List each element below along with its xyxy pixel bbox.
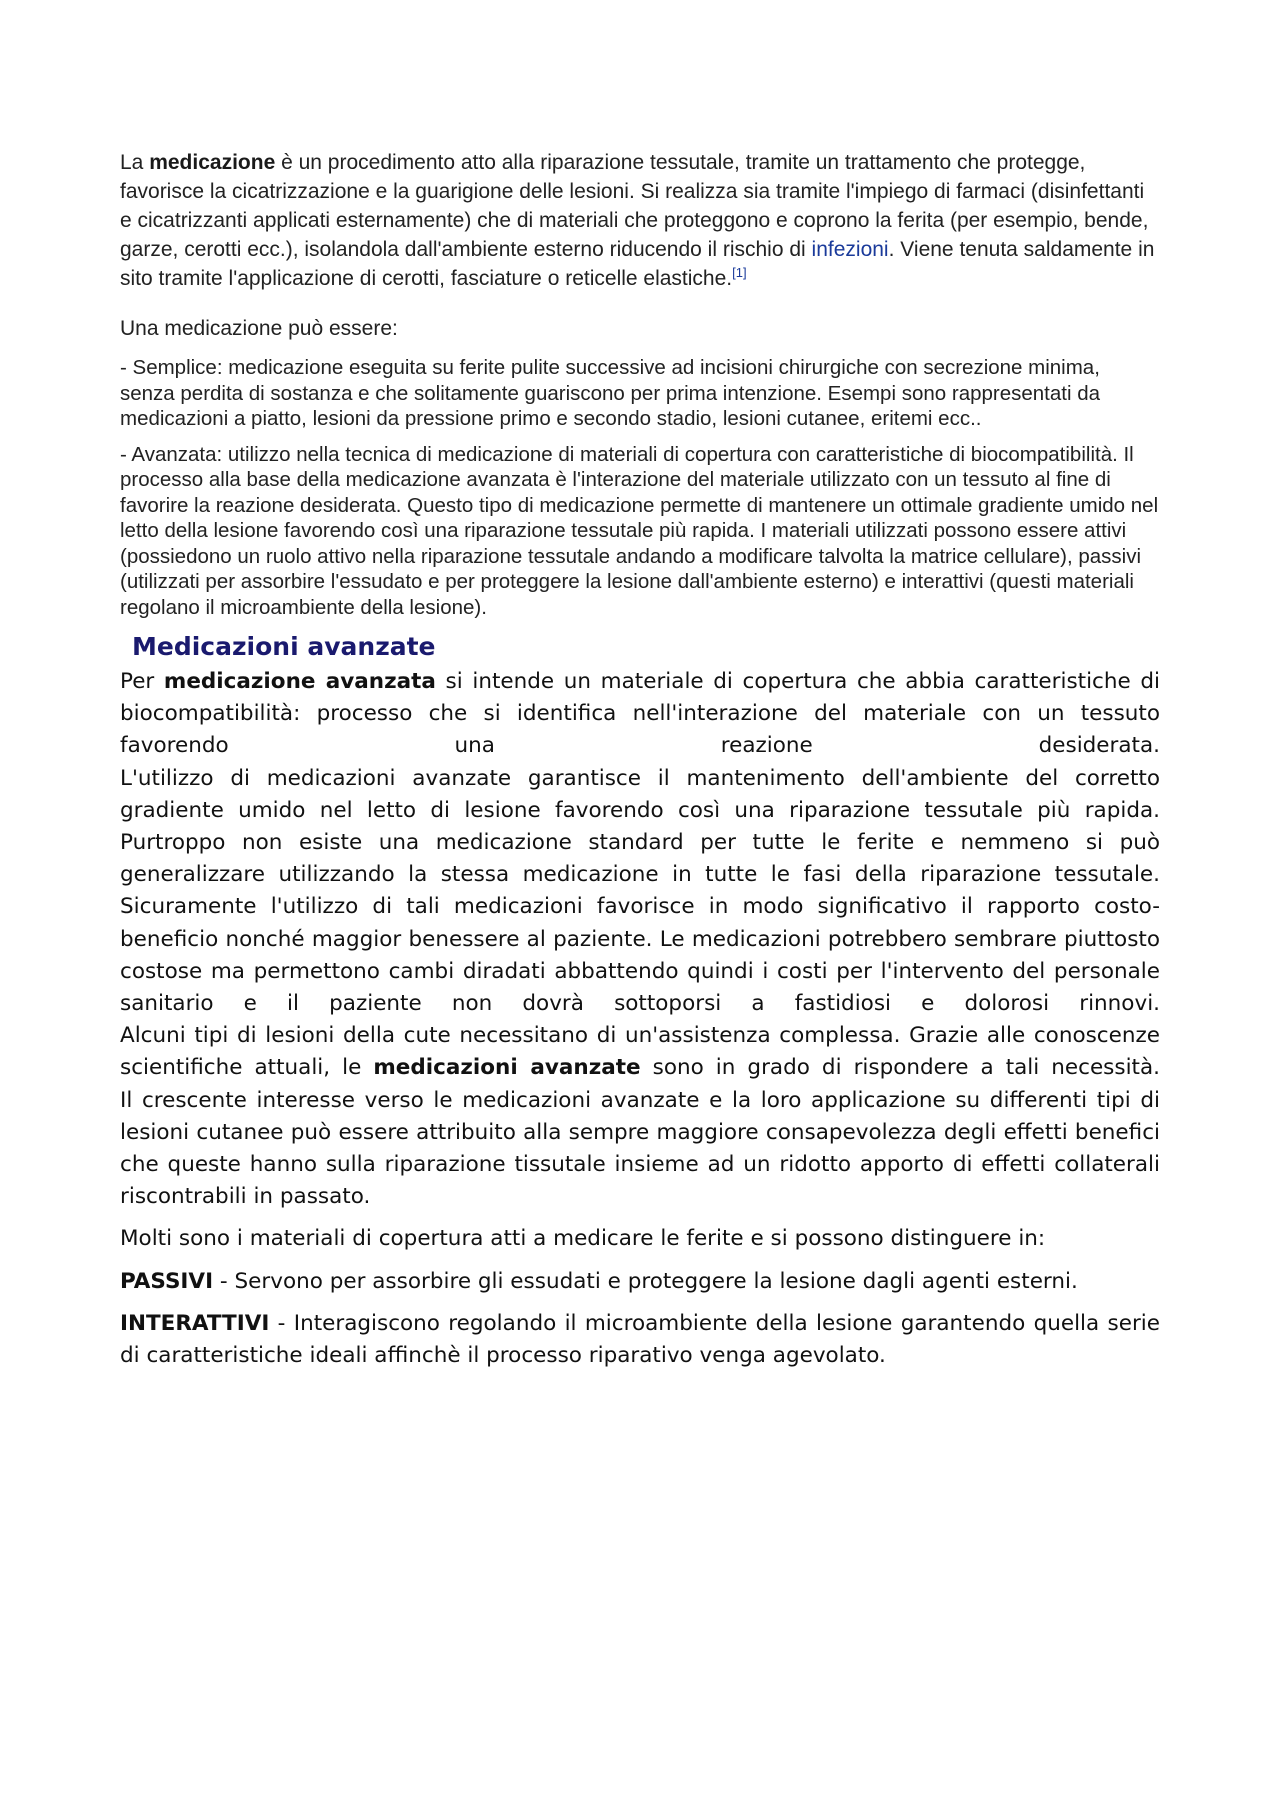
paragraph-4 <box>120 1020 1160 1084</box>
interattivi-label: INTERATTIVI <box>120 1310 270 1336</box>
interattivi-paragraph <box>120 1308 1160 1372</box>
section-body <box>120 666 1160 1372</box>
type-advanced: - Avanzata: utilizzo nella tecnica di medicazione di materiali di copertura con caratteristiche di biocompatibilità. Il processo alla base della medicazione avanzata è l'interazione del materiale utilizzato con un tessuto al fine di favorire la reazione desiderata. Questo tipo di medicazione permette di mantenere un ottimale gradiente umido nel letto della lesione favorendo così una riparazione tessutale più rapida. I materiali utilizzati possono essere attivi (possiedono un ruolo attivo nella riparazione tessutale andando a modificare talvolta la matrice cellulare), passivi (utilizzati per assorbire l'essudato e per proteggere la lesione dall'ambiente esterno) e interattivi (questi materiali regolano il microambiente della lesione). <box>120 442 1159 619</box>
paragraph-2: L'utilizzo di medicazioni avanzate garantisce il mantenimento dell'ambiente del corretto gradiente umido nel letto di lesione favorendo così una riparazione tessutale più rapida. Purtroppo non esiste una medicazione standard per tutte le ferite e nemmeno si può generalizzare utilizzando la stessa medicazione in tutte le fasi della riparazione tessutale. <box>120 765 1160 888</box>
p1-text-b: si intende un materiale di copertura che abbia caratteristiche di biocompatibilità: processo che si identifica nell'interazione del materiale con un tessuto favorendo una reazione desiderata. <box>120 669 1160 759</box>
p1-text-a: Per <box>120 669 164 694</box>
types-lead: Una medicazione può essere: <box>120 317 398 340</box>
intro-text-1: La <box>120 151 150 174</box>
p4-text-a: Alcuni tipi di lesioni della cute necessitano di un'assistenza complessa. Grazie alle conoscenze scientifiche attuali, le <box>120 1023 1160 1081</box>
reference-link[interactable]: [1] <box>732 265 747 280</box>
wiki-excerpt <box>120 148 1160 620</box>
intro-bold-term: medicazione <box>149 151 276 174</box>
intro-paragraph <box>120 148 1160 293</box>
type-simple: - Semplice: medicazione eseguita su ferite pulite successive ad incisioni chirurgiche con secrezione minima, senza perdita di sostanza e che solitamente guariscono per prima intenzione. Esempi sono rappresentati da medicazioni a piatto, lesioni da pressione primo e secondo stadio, lesioni cutanee, eritemi ecc.. <box>120 356 1101 430</box>
passivi-paragraph <box>120 1266 1160 1298</box>
paragraph-3: Sicuramente l'utilizzo di tali medicazioni favorisce in modo significativo il rapporto costo-beneficio nonché maggior benessere al paziente. Le medicazioni potrebbero sembrare piuttosto costose ma permettono cambi diradati abbattendo quindi i costi per l'intervento del personale sanitario e il paziente non dovrà sottoporsi a fastidiosi e dolorosi rinnovi. <box>120 894 1160 1017</box>
body-block <box>120 666 1160 1213</box>
infezioni-link[interactable]: infezioni <box>811 238 889 261</box>
passivi-text: - Servono per assorbire gli essudati e proteggere la lesione dagli agenti esterni. <box>213 1268 1078 1294</box>
intro-text-3: . Viene tenuta saldamente in sito tramite l'applicazione di cerotti, fasciature o reticelle elastiche. <box>120 238 1155 290</box>
document-page <box>120 148 1160 1372</box>
section-heading: Medicazioni avanzate <box>132 632 436 661</box>
interattivi-text: - Interagiscono regolando il microambiente della lesione garantendo quella serie di caratteristiche ideali affinchè il processo riparativo venga agevolato. <box>120 1310 1160 1369</box>
paragraph-5: Il crescente interesse verso le medicazioni avanzate e la loro applicazione su differenti tipi di lesioni cutanee può essere attribuito alla sempre maggiore consapevolezza degli effetti benefici che queste hanno sulla riparazione tissutale insieme ad un ridotto apporto di effetti collaterali riscontrabili in passato. <box>120 1087 1160 1210</box>
p1-bold: medicazione avanzata <box>163 669 436 694</box>
paragraph-6: Molti sono i materiali di copertura atti a medicare le ferite e si possono distinguere in: <box>120 1226 1046 1252</box>
p4-bold: medicazioni avanzate <box>373 1055 641 1081</box>
p4-text-b: sono in grado di rispondere a tali necessità. <box>640 1055 1161 1081</box>
passivi-label: PASSIVI <box>120 1268 214 1294</box>
intro-text-2: è un procedimento atto alla riparazione tessutale, tramite un trattamento che protegge, favorisce la cicatrizzazione e la guarigione delle lesioni. Si realizza sia tramite l'impiego di farmaci (disinfettanti e cicatrizzanti applicati esternamente) che di materiali che proteggono e coprono la ferita (per esempio, bende, garze, cerotti ecc.), isolandola dall'ambiente esterno riducendo il rischio di <box>120 151 1149 261</box>
paragraph-1 <box>120 666 1160 763</box>
